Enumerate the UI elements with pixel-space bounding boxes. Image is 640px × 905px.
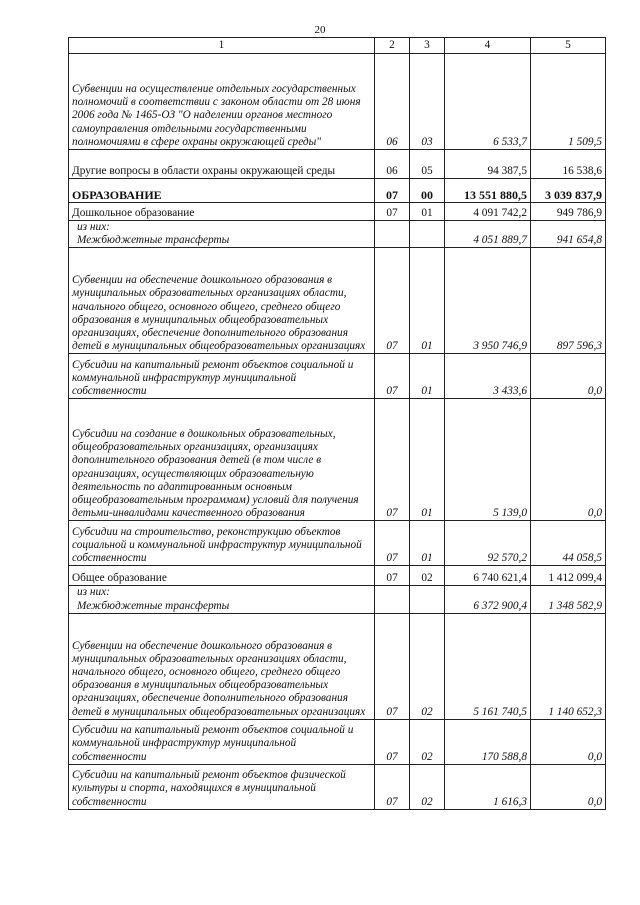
amount-cell: 5 139,0 <box>445 399 531 521</box>
subsection-code: 01 <box>410 203 445 221</box>
amount-cell: 1 509,5 <box>531 54 606 150</box>
amount-cell: 897 596,3 <box>531 248 606 354</box>
row-label: Субсидии на капитальный ремонт объектов социальной и коммунальной инфраструктур муниципальной собственности <box>69 354 375 399</box>
amount-cell: 0,0 <box>531 354 606 399</box>
subsection-code: 03 <box>410 54 445 150</box>
table-row <box>69 399 606 521</box>
amount-cell <box>531 221 606 235</box>
subsection-code: 01 <box>410 248 445 354</box>
section-code: 07 <box>375 719 410 764</box>
row-label: Другие вопросы в области охраны окружающей среды <box>69 150 375 179</box>
row-label: Субсидии на капитальный ремонт объектов социальной и коммунальной инфраструктур муниципальной собственности <box>69 719 375 764</box>
subsection-code: 01 <box>410 399 445 521</box>
section-code <box>375 234 410 248</box>
amount-cell: 3 039 837,9 <box>531 179 606 203</box>
page-number: 20 <box>314 24 326 36</box>
column-header: 2 <box>375 38 410 54</box>
amount-cell: 4 051 889,7 <box>445 234 531 248</box>
table-row <box>69 248 606 354</box>
subsection-code <box>410 600 445 614</box>
section-code: 06 <box>375 54 410 150</box>
subsection-code: 01 <box>410 521 445 566</box>
amount-cell: 170 588,8 <box>445 719 531 764</box>
subsection-code <box>410 221 445 235</box>
column-header: 3 <box>410 38 445 54</box>
column-header: 4 <box>445 38 531 54</box>
amount-cell: 94 387,5 <box>445 150 531 179</box>
row-label: Межбюджетные трансферты <box>69 234 375 248</box>
amount-cell: 6 740 621,4 <box>445 566 531 586</box>
budget-table <box>68 37 606 810</box>
section-code: 07 <box>375 354 410 399</box>
section-code: 07 <box>375 179 410 203</box>
table-row <box>69 764 606 809</box>
table-row <box>69 234 606 248</box>
table-row <box>69 221 606 235</box>
subsection-code <box>410 586 445 600</box>
row-label: Дошкольное образование <box>69 203 375 221</box>
row-label: ОБРАЗОВАНИЕ <box>69 179 375 203</box>
amount-cell: 92 570,2 <box>445 521 531 566</box>
amount-cell: 6 533,7 <box>445 54 531 150</box>
amount-cell: 1 616,3 <box>445 764 531 809</box>
subsection-code: 02 <box>410 566 445 586</box>
row-label: Субвенции на осуществление отдельных государственных полномочий в соответствии с законом области от 28 июня 2006 года № 1465-ОЗ "О наделении органов местного самоуправления отдельными государственными полномочиями в сфере охраны окружающей среды" <box>69 54 375 150</box>
amount-cell: 6 372 900,4 <box>445 600 531 614</box>
column-header: 5 <box>531 38 606 54</box>
amount-cell: 1 348 582,9 <box>531 600 606 614</box>
table-row <box>69 54 606 150</box>
section-code: 07 <box>375 521 410 566</box>
section-code: 07 <box>375 566 410 586</box>
table-row <box>69 586 606 600</box>
section-code: 07 <box>375 248 410 354</box>
row-label: Субсидии на капитальный ремонт объектов физической культуры и спорта, находящихся в муниципальной собственности <box>69 764 375 809</box>
amount-cell: 1 140 652,3 <box>531 613 606 719</box>
table-header-row <box>69 38 606 54</box>
section-code: 07 <box>375 399 410 521</box>
row-label: из них: <box>69 221 375 235</box>
subsection-code: 00 <box>410 179 445 203</box>
amount-cell: 3 433,6 <box>445 354 531 399</box>
row-label: Субсидии на строительство, реконструкцию объектов социальной и коммунальной инфраструктур муниципальной собственности <box>69 521 375 566</box>
amount-cell: 5 161 740,5 <box>445 613 531 719</box>
section-code <box>375 221 410 235</box>
amount-cell: 3 950 746,9 <box>445 248 531 354</box>
amount-cell: 0,0 <box>531 764 606 809</box>
amount-cell: 4 091 742,2 <box>445 203 531 221</box>
table-row <box>69 354 606 399</box>
amount-cell: 44 058,5 <box>531 521 606 566</box>
amount-cell: 0,0 <box>531 719 606 764</box>
section-code <box>375 586 410 600</box>
row-label: из них: <box>69 586 375 600</box>
amount-cell: 16 538,6 <box>531 150 606 179</box>
row-label: Общее образование <box>69 566 375 586</box>
column-header: 1 <box>69 38 375 54</box>
table-row <box>69 719 606 764</box>
amount-cell: 0,0 <box>531 399 606 521</box>
subsection-code: 05 <box>410 150 445 179</box>
table-row <box>69 600 606 614</box>
row-label: Субвенции на обеспечение дошкольного образования в муниципальных образовательных организациях области, начального общего, основного общего, среднего общего образования в муниципальных общеобразовательных организациях, обеспечение дополнительного образования детей в муниципальных общеобразовательных организациях <box>69 248 375 354</box>
amount-cell: 949 786,9 <box>531 203 606 221</box>
amount-cell <box>445 586 531 600</box>
table-row <box>69 203 606 221</box>
amount-cell: 1 412 099,4 <box>531 566 606 586</box>
table-row <box>69 613 606 719</box>
amount-cell: 13 551 880,5 <box>445 179 531 203</box>
table-row <box>69 150 606 179</box>
subsection-code: 02 <box>410 719 445 764</box>
subsection-code <box>410 234 445 248</box>
section-code: 07 <box>375 203 410 221</box>
subsection-code: 02 <box>410 764 445 809</box>
subsection-code: 02 <box>410 613 445 719</box>
section-code: 07 <box>375 764 410 809</box>
table-row <box>69 179 606 203</box>
amount-cell <box>531 586 606 600</box>
row-label: Межбюджетные трансферты <box>69 600 375 614</box>
row-label: Субсидии на создание в дошкольных образовательных, общеобразовательных организациях, организациях дополнительного образования детей (в том числе в организациях, осуществляющих образовательную деятельность по адаптированным основным общеобразовательным программам) условий для получения детьми-инвалидами качественного образования <box>69 399 375 521</box>
row-label: Субвенции на обеспечение дошкольного образования в муниципальных образовательных организациях области, начального общего, основного общего, среднего общего образования в муниципальных общеобразовательных организациях, обеспечение дополнительного образования детей в муниципальных общеобразовательных организациях <box>69 613 375 719</box>
section-code: 06 <box>375 150 410 179</box>
table-row <box>69 566 606 586</box>
section-code <box>375 600 410 614</box>
amount-cell: 941 654,8 <box>531 234 606 248</box>
section-code: 07 <box>375 613 410 719</box>
table-row <box>69 521 606 566</box>
amount-cell <box>445 221 531 235</box>
subsection-code: 01 <box>410 354 445 399</box>
